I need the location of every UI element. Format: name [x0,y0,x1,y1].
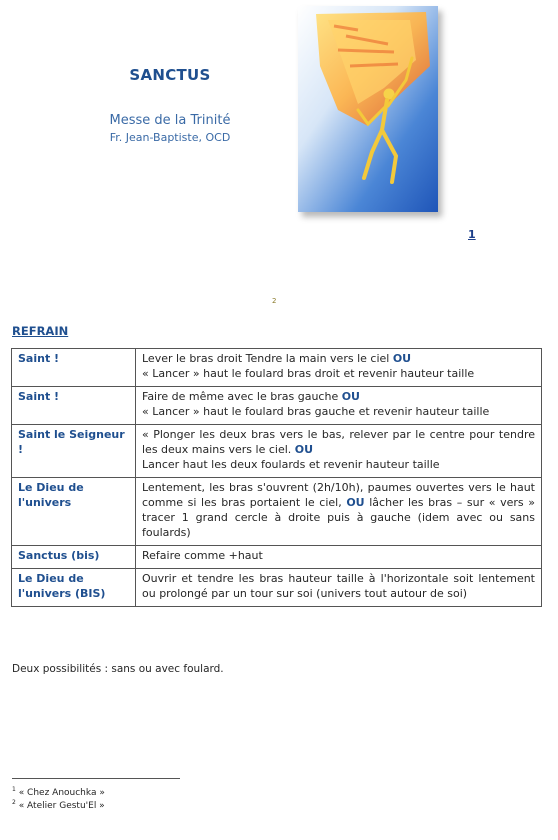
description-line [142,480,535,540]
description-line [142,571,535,601]
page-title: SANCTUS [129,66,211,84]
row-label: Sanctus (bis) [12,546,136,569]
table-row [12,569,542,607]
instruction-text: Refaire comme +haut [142,549,263,562]
row-label: Saint ! [12,349,136,387]
description-line [142,366,535,381]
row-description [136,425,542,478]
row-description [136,569,542,607]
row-label: Le Dieu de l'univers (BIS) [12,569,136,607]
instruction-text: Lentement, les bras s'ouvrent (2h/10h), paumes ouvertes vers le haut comme si les bras portaient le ciel, [142,481,535,509]
footnote-2 [12,799,105,811]
footnote-1 [12,786,105,798]
alternative-marker: OU [392,352,412,365]
footnote-text: « Chez Anouchka » [15,788,105,798]
instruction-text: Faire de même avec le bras gauche [142,390,342,403]
row-label: Saint le Seigneur ! [12,425,136,478]
instruction-text: Lancer haut les deux foulards et revenir hauteur taille [142,458,440,471]
row-description [136,349,542,387]
description-line [142,351,535,366]
table-row [12,349,542,387]
description-line [142,457,535,472]
description-line [142,427,535,457]
page-number-link[interactable]: 1 [468,228,476,241]
instruction-text: « Plonger les deux bras vers le bas, relever par le centre pour tendre les deux mains vers le ciel. [142,428,535,456]
footnote-number: 2 [12,799,16,806]
footnote-number: 1 [12,786,16,793]
section-heading: REFRAIN [12,324,69,338]
row-description [136,387,542,425]
alternative-marker: OU [341,390,360,403]
gesture-table [11,348,542,607]
instruction-text: lâcher les bras – sur « vers » tracer 1 grand cercle à droite puis à gauche (idem avec ou sans foulards) [142,496,535,539]
row-description [136,478,542,546]
dancer-illustration [298,6,438,212]
description-line [142,548,535,563]
footnote-reference: 2 [272,297,277,305]
table-row [12,387,542,425]
description-line [142,389,535,404]
mass-subtitle: Messe de la Trinité [109,113,231,128]
description-line [142,404,535,419]
table-row [12,425,542,478]
table-row [12,478,542,546]
row-label: Saint ! [12,387,136,425]
footnote-separator [12,778,180,779]
footnote-text: « Atelier Gestu'El » [15,801,105,811]
alternative-marker: OU [294,443,314,456]
row-label: Le Dieu de l'univers [12,478,136,546]
instruction-text: Ouvrir et tendre les bras hauteur taille à l'horizontale soit lentement ou prolongé par un tour sur soi (univers tout autour de soi) [142,572,535,600]
alternative-marker: OU [346,496,365,509]
options-note: Deux possibilités : sans ou avec foulard. [12,663,224,675]
instruction-text: « Lancer » haut le foulard bras gauche et revenir hauteur taille [142,405,490,418]
instruction-text: « Lancer » haut le foulard bras droit et revenir hauteur taille [142,367,475,380]
row-description [136,546,542,569]
table-row [12,546,542,569]
author-line: Fr. Jean-Baptiste, OCD [109,131,231,144]
instruction-text: Lever le bras droit Tendre la main vers le ciel [142,352,393,365]
